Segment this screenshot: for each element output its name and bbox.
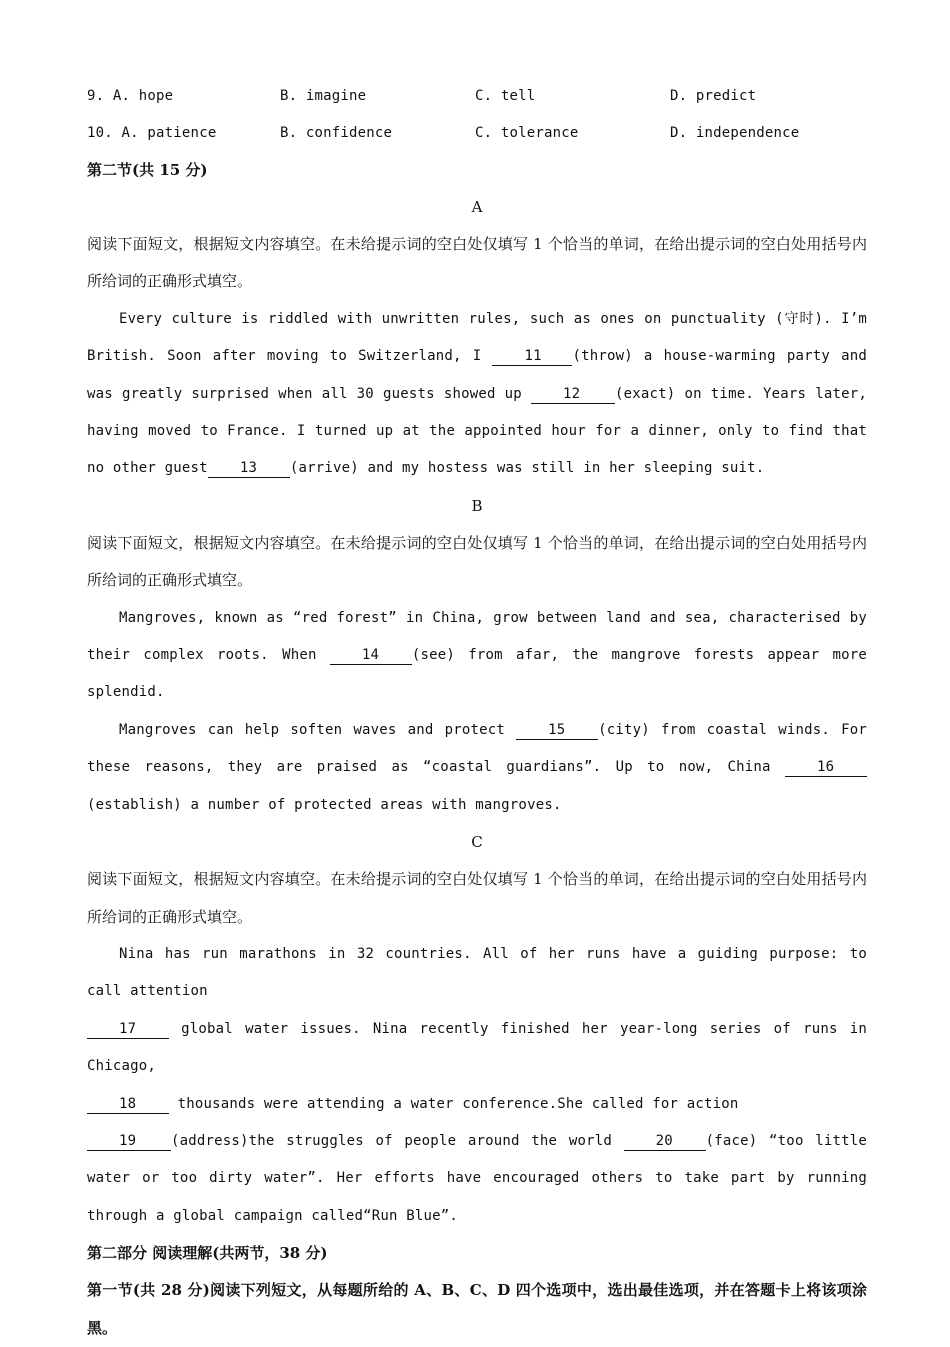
passage-b-p1-part1: Mangroves, known as “red forest” in China, grow between land and sea, characterised by their complex roots. When	[87, 609, 867, 664]
q10-a-text: A. patience	[121, 125, 217, 141]
blank-20: 20	[624, 1133, 706, 1151]
q10-option-b: B. confidence	[280, 125, 393, 141]
part2-heading: 第二部分 阅读理解(共两节，38 分)	[87, 1244, 328, 1263]
passage-c-label: C	[471, 833, 483, 852]
blank-11: 11	[492, 348, 572, 366]
blank-16: 16	[785, 759, 867, 777]
passage-b-p2-part3: (establish) a number of protected areas with mangroves.	[87, 796, 562, 813]
q9-option-b: B. imagine	[280, 88, 367, 104]
passage-b-instruction: 阅读下面短文，根据短文内容填空。在未给提示词的空白处仅填写 1 个恰当的单词，在给出提示词的空白处用括号内所给词的正确形式填空。	[87, 533, 867, 590]
passage-c-part1: Nina has run marathons in 32 countries. All of her runs have a guiding purpose: to call attention	[87, 945, 867, 1000]
blank-19: 19	[87, 1133, 171, 1151]
q9-option-c: C. tell	[475, 88, 536, 104]
passage-b-label: B	[471, 496, 483, 515]
passage-b-paragraph-1	[87, 600, 867, 712]
passage-c-part2: global water issues. Nina recently finished her year-long series of runs in Chicago,	[87, 1020, 867, 1075]
passage-a-instruction: 阅读下面短文，根据短文内容填空。在未给提示词的空白处仅填写 1 个恰当的单词，在给出提示词的空白处用括号内所给词的正确形式填空。	[87, 235, 867, 291]
blank-13: 13	[208, 460, 290, 478]
blank-17: 17	[87, 1021, 169, 1039]
q9-a-text: A. hope	[112, 88, 174, 104]
passage-c-part3: thousands were attending a water conference.She called for action	[169, 1095, 739, 1112]
passage-c-part5: (face) “too little water or too dirty water”. Her efforts have encouraged others to take part by running through a global campaign called“Run Blue”.	[87, 1132, 867, 1224]
question-10-options	[87, 115, 867, 152]
q10-number: 10.	[87, 125, 113, 141]
q9-option-d: D. predict	[670, 88, 757, 104]
passage-a-label: A	[471, 198, 483, 216]
passage-a-part4: (arrive) and my hostess was still in her sleeping suit.	[289, 460, 765, 477]
passage-a-part2: (throw) a house-warming party and was greatly surprised when all 30 guests showed up	[87, 348, 868, 402]
blank-15: 15	[516, 722, 598, 740]
q10-option-d: D. independence	[670, 125, 800, 141]
passage-b-p2-part2: (city) from coastal winds. For these reasons, they are praised as “coastal guardians”. Up to now, China	[87, 721, 867, 776]
passage-b-paragraph-2	[87, 712, 867, 824]
q9-number: 9.	[87, 88, 105, 104]
passage-b-p2-part1: Mangroves can help soften waves and protect	[119, 721, 517, 738]
q10-option-c: C. tolerance	[475, 125, 579, 141]
section2-heading: 第二节(共 15 分)	[87, 161, 208, 179]
question-9-options	[87, 78, 867, 115]
passage-c-instruction: 阅读下面短文，根据短文内容填空。在未给提示词的空白处仅填写 1 个恰当的单词，在给出提示词的空白处用括号内所给词的正确形式填空。	[87, 870, 867, 926]
passage-a-text	[87, 301, 867, 488]
passage-c-text	[87, 936, 867, 1235]
q10-option-a	[87, 115, 280, 152]
passage-b-p1-part2: (see) from afar, the mangrove forests appear more splendid.	[87, 647, 867, 701]
part2-instruction: 第一节(共 28 分)阅读下列短文，从每题所给的 A、B、C、D 四个选项中，选出最佳选项，并在答题卡上将该项涂黑。	[87, 1281, 867, 1337]
document-page	[87, 78, 867, 1347]
passage-c-part4: (address)the struggles of people around the world	[171, 1132, 624, 1149]
passage-a-part1: Every culture is riddled with unwritten rules, such as ones on punctuality (守时). I’m British. Soon after moving to Switzerland, I	[87, 310, 867, 365]
blank-12: 12	[531, 386, 615, 404]
q9-option-a	[87, 78, 280, 115]
blank-14: 14	[330, 647, 412, 665]
passage-a-part3: (exact) on time. Years later, having moved to France. I turned up at the appointed hour for a dinner, only to find that no other guest	[87, 385, 867, 477]
blank-18: 18	[87, 1096, 169, 1114]
